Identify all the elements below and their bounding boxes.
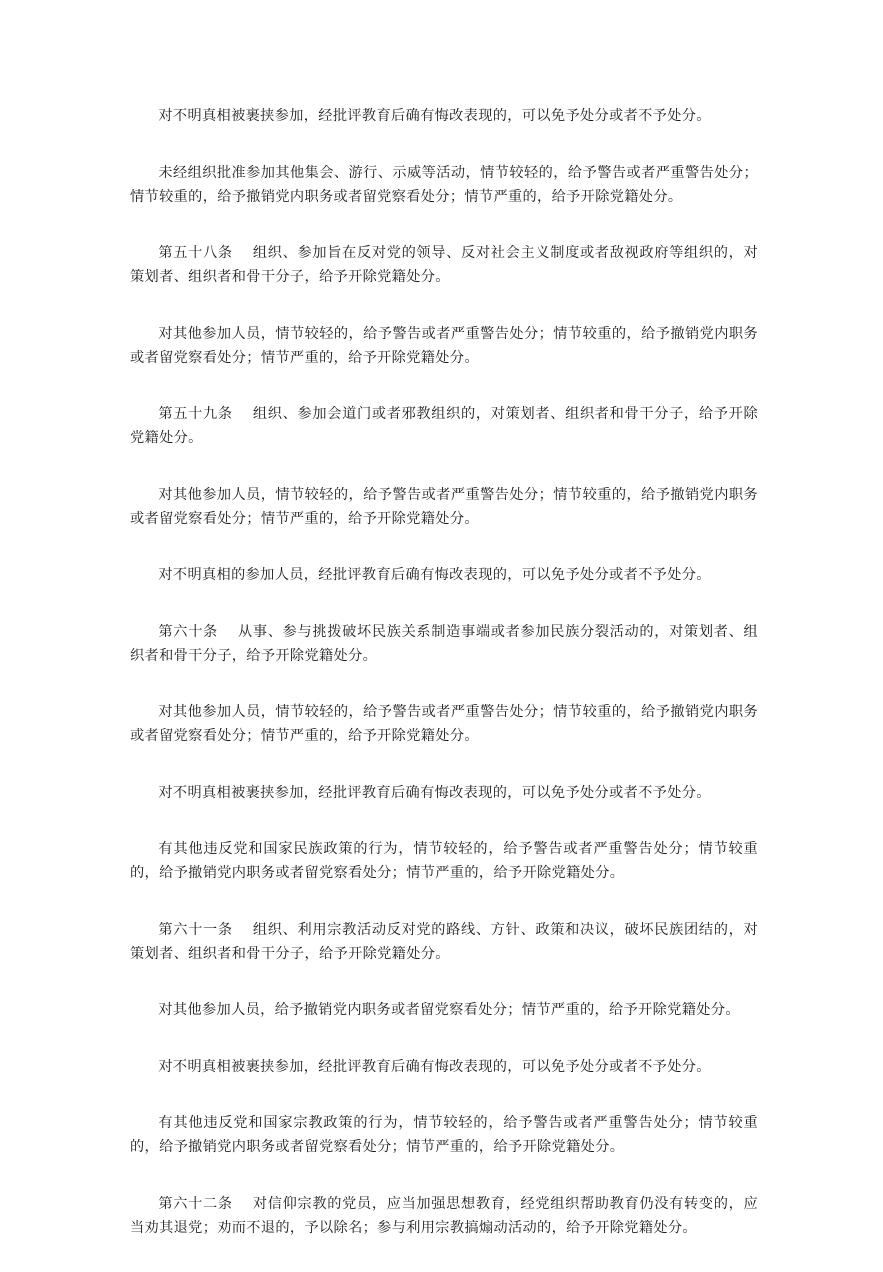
- paragraph: [130, 700, 758, 748]
- paragraph-text: 未经组织批准参加其他集会、游行、示威等活动，情节较轻的，给予警告或者严重警告处分；情节较重的，给予撤销党内职务或者留党察看处分；情节严重的，给予开除党籍处分。: [130, 164, 758, 205]
- paragraph-text: 有其他违反党和国家民族政策的行为，情节较轻的，给予警告或者严重警告处分；情节较重的，给予撤销党内职务或者留党察看处分；情节严重的，给予开除党籍处分。: [130, 841, 758, 881]
- paragraph-text: 对不明真相被裹挟参加，经批评教育后确有悔改表现的，可以免予处分或者不予处分。: [158, 1058, 711, 1075]
- paragraph-text: 对其他参加人员，情节较轻的，给予警告或者严重警告处分；情节较重的，给予撤销党内职务或者留党察看处分；情节严重的，给予开除党籍处分。: [130, 486, 758, 527]
- article-number: 第六十一条: [158, 921, 233, 938]
- paragraph-text: 有其他违反党和国家宗教政策的行为，情节较轻的，给予警告或者严重警告处分；情节较重的，给予撤销党内职务或者留党察看处分；情节严重的，给予开除党籍处分。: [130, 1115, 758, 1155]
- paragraph: [130, 1055, 758, 1079]
- article-number: 第六十二条: [158, 1195, 233, 1212]
- article-paragraph: [130, 918, 758, 966]
- paragraph-text: 从事、参与挑拨破坏民族关系制造事端或者参加民族分裂活动的，对策划者、组织者和骨干分子，给予开除党籍处分。: [130, 623, 758, 664]
- article-paragraph: [130, 241, 758, 289]
- paragraph-text: 对其他参加人员，情节较轻的，给予警告或者严重警告处分；情节较重的，给予撤销党内职务或者留党察看处分；情节严重的，给予开除党籍处分。: [130, 704, 758, 744]
- article-paragraph: [130, 1192, 758, 1240]
- paragraph: [130, 483, 758, 531]
- paragraph: [130, 104, 758, 128]
- paragraph-text: 对信仰宗教的党员，应当加强思想教育，经党组织帮助教育仍没有转变的，应当劝其退党；劝而不退的，予以除名；参与利用宗教搞煽动活动的，给予开除党籍处分。: [130, 1195, 758, 1236]
- article-number: 第五十八条: [158, 245, 233, 261]
- article-paragraph: [130, 402, 758, 450]
- article-number: 第六十条: [158, 623, 218, 640]
- paragraph: [130, 563, 758, 587]
- document-body: [130, 104, 758, 1272]
- paragraph-text: 对不明真相被裹挟参加，经批评教育后确有悔改表现的，可以免予处分或者不予处分。: [158, 784, 711, 801]
- paragraph-text: 对其他参加人员，给予撤销党内职务或者留党察看处分；情节严重的，给予开除党籍处分。: [158, 1002, 740, 1018]
- paragraph-text: 组织、参加会道门或者邪教组织的，对策划者、组织者和骨干分子，给予开除党籍处分。: [130, 406, 758, 446]
- article-paragraph: [130, 620, 758, 668]
- paragraph-text: 组织、参加旨在反对党的领导、反对社会主义制度或者敌视政府等组织的，对策划者、组织者和骨干分子，给予开除党籍处分。: [130, 245, 758, 285]
- paragraph-text: 对不明真相被裹挟参加，经批评教育后确有悔改表现的，可以免予处分或者不予处分。: [158, 108, 711, 124]
- paragraph: [130, 1111, 758, 1159]
- paragraph: [130, 837, 758, 885]
- paragraph: [130, 998, 758, 1022]
- paragraph: [130, 781, 758, 805]
- article-number: 第五十九条: [158, 406, 233, 422]
- paragraph-text: 对不明真相的参加人员，经批评教育后确有悔改表现的，可以免予处分或者不予处分。: [158, 567, 711, 583]
- paragraph-text: 组织、利用宗教活动反对党的路线、方针、政策和决议，破坏民族团结的，对策划者、组织者和骨干分子，给予开除党籍处分。: [130, 921, 758, 962]
- paragraph-text: 对其他参加人员，情节较轻的，给予警告或者严重警告处分；情节较重的，给予撤销党内职务或者留党察看处分；情节严重的，给予开除党籍处分。: [130, 325, 758, 366]
- paragraph: [130, 322, 758, 370]
- paragraph: [130, 161, 758, 209]
